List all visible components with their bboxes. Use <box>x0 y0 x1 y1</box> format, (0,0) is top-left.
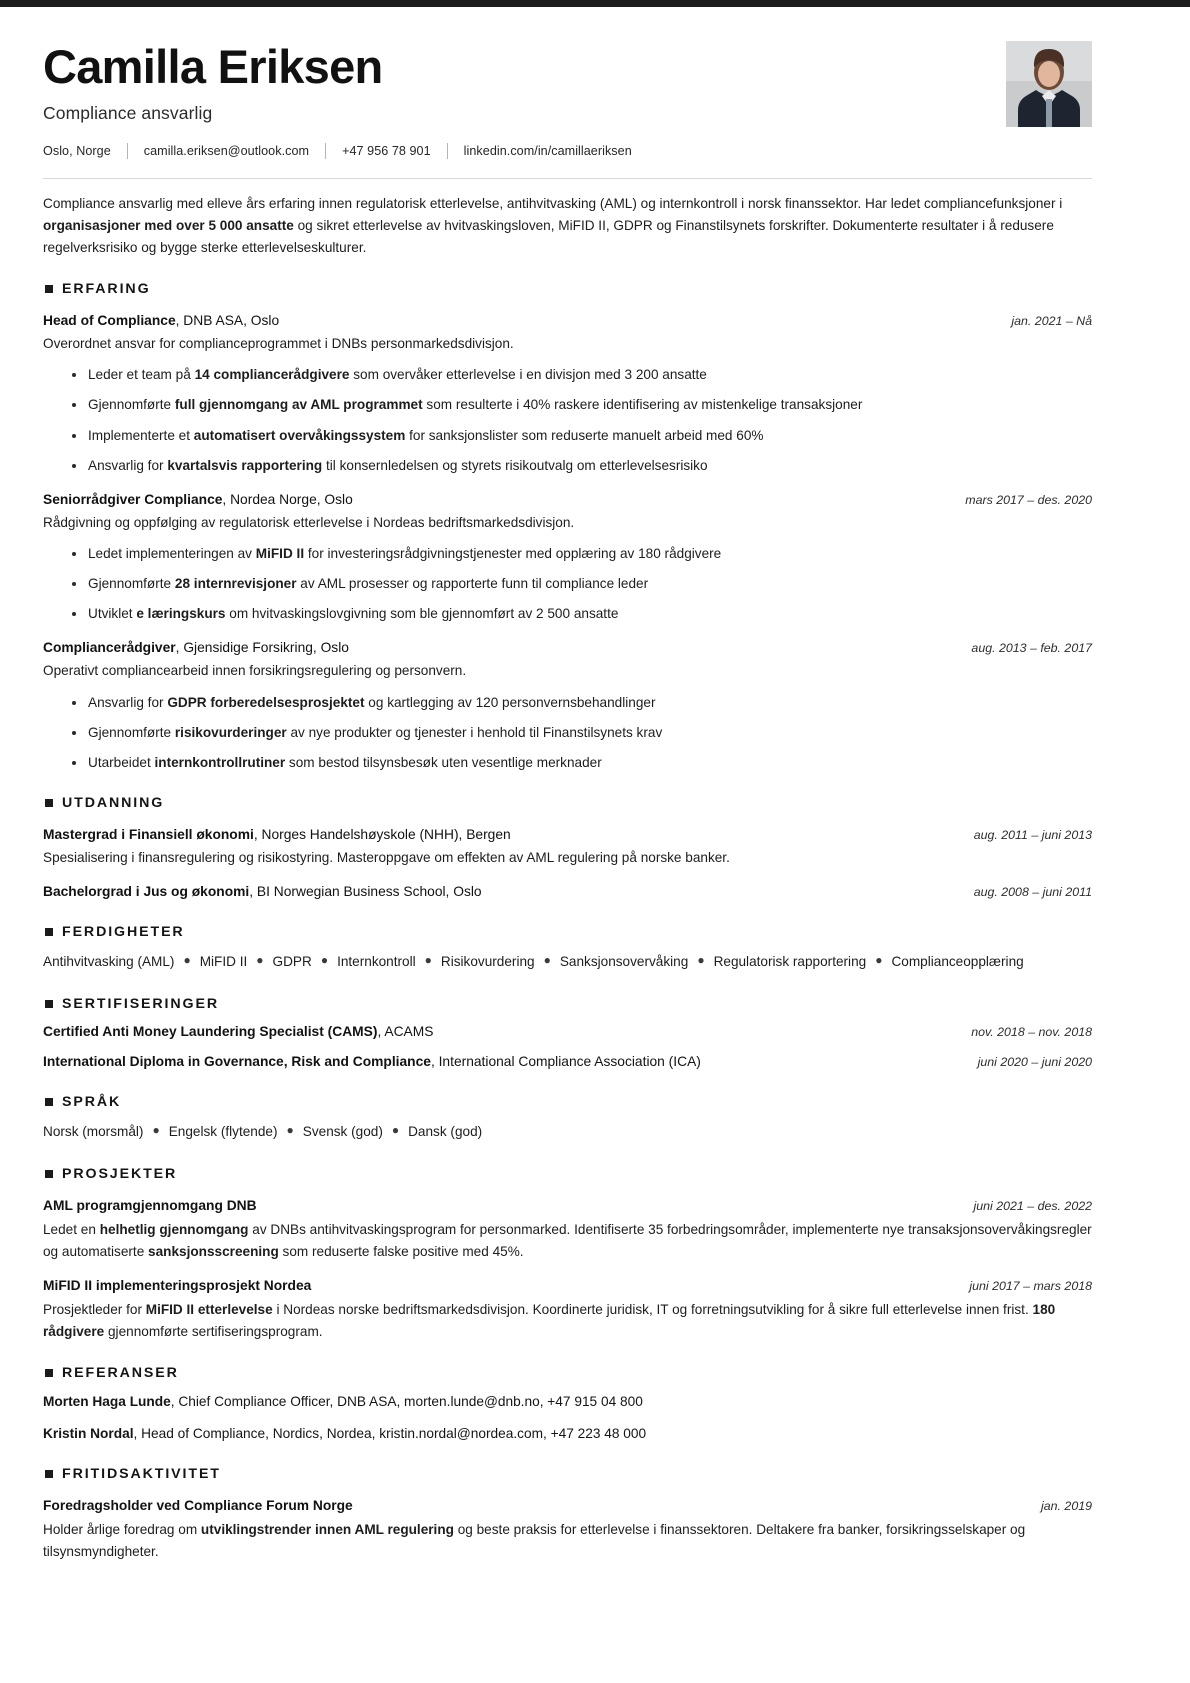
bullet-bold: risikovurderinger <box>174 724 287 740</box>
job-bullet <box>72 573 1092 594</box>
separator-dot-icon: ● <box>183 953 191 968</box>
language-item: Engelsk (flytende) <box>168 1124 278 1140</box>
bullet-post: til konsernledelsen og styrets risikoutvalg om etterlevelsesrisiko <box>322 457 708 473</box>
avatar <box>1006 41 1092 127</box>
separator-dot-icon: ● <box>875 953 883 968</box>
job-company: , DNB ASA, Oslo <box>175 312 280 328</box>
language-item: Svensk (god) <box>302 1124 383 1140</box>
contact-email[interactable]: camilla.eriksen@outlook.com <box>143 143 310 158</box>
project-desc-post: som reduserte falske positive med 45%. <box>278 1243 524 1259</box>
job-date: mars 2017 – des. 2020 <box>965 492 1092 507</box>
reference-details: , Chief Compliance Officer, DNB ASA, morten.lunde@dnb.no, +47 915 04 800 <box>170 1393 643 1409</box>
project-entry <box>43 1196 1092 1263</box>
section-header-projects <box>43 1166 1092 1182</box>
degree-line <box>43 882 956 902</box>
section-references <box>43 1365 1092 1444</box>
summary-part1: Compliance ansvarlig med elleve års erfaring innen regulatorisk etterlevelse, antihvitvasking (AML) og internkontroll i norsk finanssektor. Har ledet compliancefunksjoner i <box>43 195 1063 211</box>
skill-item: Sanksjonsovervåking <box>559 954 689 970</box>
contact-bar <box>43 143 1006 159</box>
candidate-name: Camilla Eriksen <box>43 40 383 93</box>
language-item: Dansk (god) <box>408 1124 483 1140</box>
languages-list <box>43 1120 1092 1144</box>
separator-dot-icon: ● <box>391 1123 400 1138</box>
bullet-post: som overvåker etterlevelse i en divisjon med 3 200 ansatte <box>349 367 707 383</box>
education-description: Spesialisering i finansregulering og risikostyring. Masteroppgave om effekten av AML regulering på norske banker. <box>43 849 730 865</box>
bullet-pre: Utviklet <box>88 606 137 622</box>
bullet-post: som resulterte i 40% raskere identifisering av mistenkelige transaksjoner <box>422 397 863 413</box>
job-description: Rådgivning og oppfølging av regulatorisk etterlevelse i Nordeas bedriftsmarkedsdivisjon. <box>43 514 575 530</box>
resume-header <box>43 35 1092 159</box>
job-bullet <box>72 425 1092 446</box>
bullet-pre: Ansvarlig for <box>88 457 168 473</box>
job-role: Compliancerådgiver <box>43 640 176 656</box>
project-date: juni 2021 – des. 2022 <box>973 1198 1092 1213</box>
reference-entry <box>43 1424 1092 1445</box>
bullet-pre: Gjennomførte <box>88 397 175 413</box>
bullet-post: av nye produkter og tjenester i henhold til Finanstilsynets krav <box>286 724 663 740</box>
job-bullet <box>72 692 1092 713</box>
section-header-certifications <box>43 996 1092 1012</box>
bullet-post: og kartlegging av 120 personvernsbehandlinger <box>364 694 656 710</box>
bullet-pre: Gjennomførte <box>88 576 175 592</box>
education-date: aug. 2008 – juni 2011 <box>973 885 1092 900</box>
job-description: Overordnet ansvar for complianceprogrammet i DNBs personmarkedsdivisjon. <box>43 335 514 351</box>
project-name: MiFID II implementeringsprosjekt Nordea <box>43 1278 312 1294</box>
project-desc-bold2: 180 rådgivere <box>43 1302 1056 1340</box>
job-bullet <box>72 603 1092 624</box>
certification-issuer: , ACAMS <box>377 1024 434 1040</box>
job-bullet <box>72 722 1092 743</box>
section-title: SPRÅK <box>62 1094 122 1111</box>
project-description <box>43 1219 1092 1263</box>
experience-entry <box>43 638 1092 773</box>
section-header-skills <box>43 924 1092 940</box>
section-languages <box>43 1094 1092 1144</box>
skill-item: Internkontroll <box>337 954 416 970</box>
reference-entry <box>43 1392 1092 1413</box>
entry-header <box>43 1496 1092 1516</box>
project-title-line <box>43 1276 951 1296</box>
job-date: jan. 2021 – Nå <box>1011 313 1092 328</box>
section-title: SERTIFISERINGER <box>62 996 219 1013</box>
entry-header <box>43 1276 1092 1296</box>
degree-name: Bachelorgrad i Jus og økonomi <box>43 884 250 900</box>
separator-dot-icon: ● <box>697 953 705 968</box>
bullet-post: som bestod tilsynsbesøk uten vesentlige merknader <box>285 754 602 770</box>
section-title: UTDANNING <box>62 794 165 811</box>
job-role: Seniorrådgiver Compliance <box>43 491 223 507</box>
job-bullet-list <box>43 543 1092 624</box>
header-divider <box>43 178 1092 179</box>
school-name: , BI Norwegian Business School, Oslo <box>249 884 482 900</box>
certification-name: International Diploma in Governance, Risk and Compliance <box>43 1054 431 1070</box>
degree-line <box>43 825 956 845</box>
degree-name: Mastergrad i Finansiell økonomi <box>43 826 254 842</box>
section-header-experience <box>43 281 1092 297</box>
hobby-description <box>43 1519 1092 1563</box>
job-bullet <box>72 543 1092 564</box>
contact-divider-icon <box>447 143 448 159</box>
education-entry <box>43 825 1092 868</box>
separator-dot-icon: ● <box>256 953 264 968</box>
profile-photo-icon <box>1006 41 1092 127</box>
entry-header <box>43 1052 1092 1072</box>
hobby-desc-pre: Holder årlige foredrag om <box>43 1522 201 1538</box>
project-description <box>43 1299 1092 1343</box>
section-experience <box>43 281 1092 773</box>
bullet-post: for investeringsrådgivningstjenester med opplæring av 180 rådgivere <box>304 546 722 562</box>
square-bullet-icon <box>45 285 53 293</box>
section-header-hobbies <box>43 1466 1092 1482</box>
bullet-pre: Implementerte et <box>88 427 194 443</box>
bullet-bold: 28 internrevisjoner <box>174 576 297 592</box>
school-name: , Norges Handelshøyskole (NHH), Bergen <box>253 826 511 842</box>
job-role: Head of Compliance <box>43 312 176 328</box>
summary-part2: og sikret etterlevelse av hvitvaskingsloven, MiFID II, GDPR og Finanstilsynets forskrifter. Dokumenterte resultater i å redusere regelverksrisiko og bygge sterke etterlevelseskulturer. <box>43 217 1054 255</box>
skill-item: Complianceopplæring <box>891 954 1024 970</box>
job-company: , Gjensidige Forsikring, Oslo <box>175 640 349 656</box>
reference-name: Morten Haga Lunde <box>43 1393 171 1409</box>
bullet-bold: MiFID II <box>255 546 305 562</box>
square-bullet-icon <box>45 799 53 807</box>
section-title: REFERANSER <box>62 1364 179 1381</box>
separator-dot-icon: ● <box>286 1123 294 1138</box>
bullet-bold: 14 compliancerådgivere <box>194 367 350 383</box>
job-bullet-list <box>43 364 1092 475</box>
bullet-bold: full gjennomgang av AML programmet <box>174 397 423 413</box>
bullet-pre: Ledet implementeringen av <box>88 546 256 562</box>
project-desc-bold1: helhetlig gjennomgang <box>99 1221 249 1237</box>
section-header-education <box>43 795 1092 811</box>
top-accent-bar <box>0 0 1190 7</box>
section-hobbies <box>43 1466 1092 1563</box>
section-header-references <box>43 1365 1092 1381</box>
reference-name: Kristin Nordal <box>43 1425 134 1441</box>
separator-dot-icon: ● <box>320 953 329 968</box>
contact-divider-icon <box>127 143 128 159</box>
skill-item: GDPR <box>272 954 312 970</box>
section-projects <box>43 1166 1092 1343</box>
professional-summary <box>43 193 1092 259</box>
certification-entry <box>43 1022 1092 1042</box>
section-certifications <box>43 996 1092 1072</box>
section-title: ERFARING <box>62 280 151 297</box>
bullet-post: for sanksjonslister som reduserte manuelt arbeid med 60% <box>405 427 764 443</box>
skills-list <box>43 950 1092 974</box>
bullet-pre: Gjennomførte <box>88 724 175 740</box>
hobby-entry <box>43 1496 1092 1563</box>
square-bullet-icon <box>45 1000 53 1008</box>
contact-phone[interactable]: +47 956 78 901 <box>342 143 431 158</box>
job-title-line <box>43 638 953 658</box>
hobby-title-line <box>43 1496 1023 1516</box>
bullet-bold: kvartalsvis rapportering <box>167 457 323 473</box>
certification-line <box>43 1022 953 1042</box>
job-company: , Nordea Norge, Oslo <box>222 491 353 507</box>
entry-header <box>43 311 1092 331</box>
contact-divider-icon <box>325 143 326 159</box>
job-bullet <box>72 364 1092 385</box>
certification-line <box>43 1052 960 1072</box>
project-date: juni 2017 – mars 2018 <box>969 1279 1092 1294</box>
entry-header <box>43 825 1092 845</box>
separator-dot-icon: ● <box>152 1123 160 1138</box>
bullet-pre: Ansvarlig for <box>88 694 168 710</box>
section-title: FRITIDSAKTIVITET <box>62 1466 221 1483</box>
square-bullet-icon <box>45 1470 53 1478</box>
language-item: Norsk (morsmål) <box>43 1124 144 1140</box>
section-education <box>43 795 1092 902</box>
job-title-line <box>43 490 947 510</box>
separator-dot-icon: ● <box>424 953 432 968</box>
job-bullet <box>72 752 1092 773</box>
project-entry <box>43 1276 1092 1343</box>
skill-item: Antihvitvasking (AML) <box>43 954 175 970</box>
entry-header <box>43 1196 1092 1216</box>
bullet-post: av AML prosesser og rapporterte funn til compliance leder <box>296 576 649 592</box>
square-bullet-icon <box>45 1170 53 1178</box>
section-header-languages <box>43 1094 1092 1110</box>
hobby-date: jan. 2019 <box>1041 1499 1092 1514</box>
bullet-pre: Leder et team på <box>88 367 195 383</box>
skill-item: Risikovurdering <box>440 954 535 970</box>
job-bullet-list <box>43 692 1092 773</box>
experience-entry <box>43 490 1092 625</box>
bullet-bold: internkontrollrutiner <box>154 754 286 770</box>
entry-header <box>43 490 1092 510</box>
skill-item: MiFID II <box>199 954 248 970</box>
summary-highlight: organisasjoner med over 5 000 ansatte <box>43 217 294 233</box>
section-skills <box>43 924 1092 974</box>
bullet-bold: e læringskurs <box>136 606 226 622</box>
project-desc-pre: Ledet en <box>43 1221 100 1237</box>
bullet-bold: automatisert overvåkingssystem <box>193 427 406 443</box>
education-entry <box>43 882 1092 902</box>
section-title: FERDIGHETER <box>62 924 185 941</box>
entry-header <box>43 638 1092 658</box>
entry-header <box>43 1022 1092 1042</box>
bullet-bold: GDPR forberedelsesprosjektet <box>167 694 365 710</box>
certification-entry <box>43 1052 1092 1072</box>
project-title-line <box>43 1196 956 1216</box>
job-bullet <box>72 394 1092 415</box>
project-desc-mid: i Nordeas norske bedriftsmarkedsdivisjon. Koordinerte juridisk, IT og forretningsutvikling for å sikre full etterlevelse innen frist. <box>272 1302 1033 1318</box>
experience-entry <box>43 311 1092 476</box>
square-bullet-icon <box>45 1098 53 1106</box>
reference-details: , Head of Compliance, Nordics, Nordea, kristin.nordal@nordea.com, +47 223 48 000 <box>133 1425 647 1441</box>
job-title-line <box>43 311 993 331</box>
section-title: PROSJEKTER <box>62 1165 178 1182</box>
bullet-post: om hvitvaskingslovgivning som ble gjennomført av 2 500 ansatte <box>225 606 619 622</box>
skill-item: Regulatorisk rapportering <box>713 954 867 970</box>
hobby-desc-post: og beste praksis for etterlevelse i finanssektoren. Deltakere fra banker, forsikringsselskaper og tilsynsmyndigheter. <box>43 1522 1026 1559</box>
project-desc-pre: Prosjektleder for <box>43 1302 146 1318</box>
contact-linkedin[interactable]: linkedin.com/in/camillaeriksen <box>463 143 632 158</box>
certification-issuer: , International Compliance Association (ICA) <box>430 1054 701 1070</box>
project-name: AML programgjennomgang DNB <box>43 1197 257 1213</box>
hobby-desc-bold: utviklingstrender innen AML regulering <box>200 1522 454 1538</box>
candidate-title: Compliance ansvarlig <box>43 102 213 123</box>
hobby-name: Foredragsholder ved Compliance Forum Norge <box>43 1498 353 1514</box>
contact-location: Oslo, Norge <box>43 143 111 158</box>
project-desc-bold2: sanksjonsscreening <box>148 1243 279 1259</box>
header-text-block <box>43 35 1006 159</box>
project-desc-bold1: MiFID II etterlevelse <box>145 1302 273 1318</box>
job-date: aug. 2013 – feb. 2017 <box>971 641 1092 656</box>
bullet-pre: Utarbeidet <box>88 754 155 770</box>
education-date: aug. 2011 – juni 2013 <box>973 827 1092 842</box>
square-bullet-icon <box>45 1369 53 1377</box>
separator-dot-icon: ● <box>543 953 551 968</box>
certification-date: nov. 2018 – nov. 2018 <box>971 1025 1092 1040</box>
project-desc-post: gjennomførte sertifiseringsprogram. <box>104 1324 323 1340</box>
job-description: Operativt compliancearbeid innen forsikringsregulering og personvern. <box>43 663 467 679</box>
square-bullet-icon <box>45 928 53 936</box>
entry-header <box>43 882 1092 902</box>
project-desc-mid: av DNBs antihvitvaskingsprogram for personmarked. Identifiserte 35 forbedringsområder, implementerte nye transaksjonsovervåkingsregler og automatiserte <box>43 1221 1092 1259</box>
certification-name: Certified Anti Money Laundering Specialist (CAMS) <box>43 1024 378 1040</box>
job-bullet <box>72 455 1092 476</box>
certification-date: juni 2020 – juni 2020 <box>977 1055 1092 1070</box>
